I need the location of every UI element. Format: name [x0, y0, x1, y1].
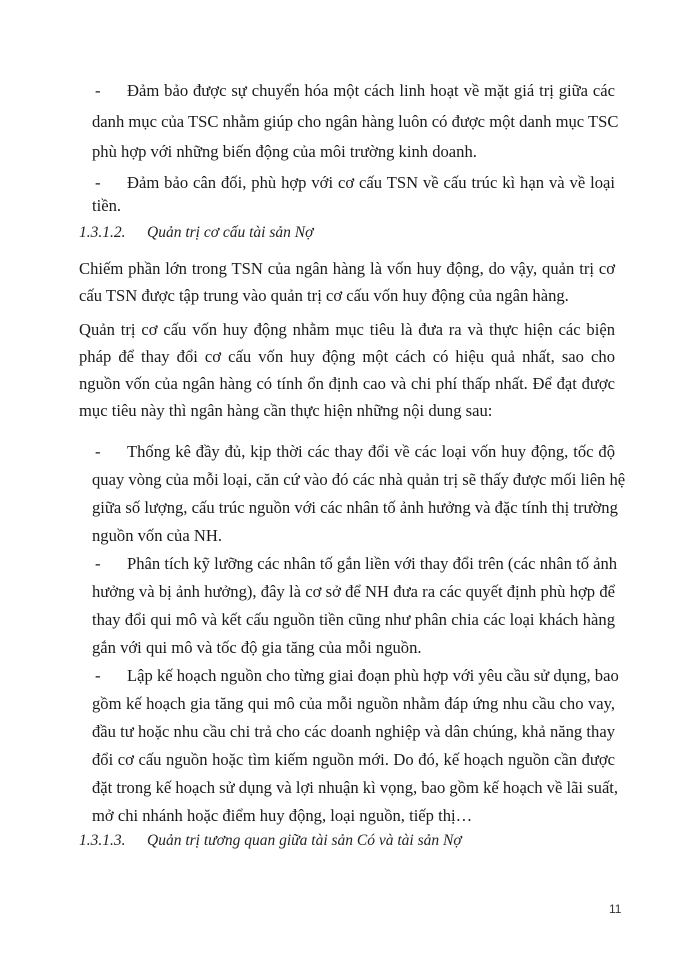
text-line: quay vòng của mỗi loại, căn cứ vào đó các nhà quản trị sẽ thấy được mối liên hệ — [92, 470, 626, 489]
text-line: danh mục của TSC nhằm giúp cho ngân hàng luôn có được một danh mục TSC — [92, 112, 619, 131]
bullet-marker: - — [95, 173, 101, 192]
text-line: nguồn vốn của ngân hàng có tính ổn định cao và chi phí thấp nhất. Để đạt được — [79, 374, 615, 393]
section-number: 1.3.1.3. — [79, 832, 126, 849]
text-line: đổi cơ cấu nguồn hoặc tìm kiếm nguồn mới. Do đó, kế hoạch nguồn cần được — [92, 750, 615, 769]
text-line: gồm kế hoạch gia tăng qui mô của mỗi nguồn nhằm đáp ứng nhu cầu cho vay, — [92, 694, 615, 713]
text-line: mở chi nhánh hoặc điểm huy động, loại nguồn, tiếp thị… — [92, 806, 473, 825]
section-title: Quản trị tương quan giữa tài sản Có và tài sản Nợ — [147, 832, 462, 849]
text-line: hưởng và bị ảnh hưởng), đây là cơ sở để NH đưa ra các quyết định phù hợp để — [92, 582, 615, 601]
text-line: giữa số lượng, cấu trúc nguồn với các nhân tố ảnh hưởng và đặc tính thị trường — [92, 498, 618, 517]
bullet-marker: - — [95, 666, 101, 685]
page-number: 11 — [609, 902, 622, 916]
text-line: cấu TSN được tập trung vào quản trị cơ cấu vốn huy động của ngân hàng. — [79, 286, 569, 305]
section-heading — [79, 830, 462, 852]
section-title: Quản trị cơ cấu tài sản Nợ — [147, 224, 314, 241]
text-line: Quản trị cơ cấu vốn huy động nhằm mục tiêu là đưa ra và thực hiện các biện — [79, 320, 615, 339]
text-line: nguồn vốn của NH. — [92, 526, 222, 545]
bullet-marker: - — [95, 81, 101, 100]
text-line: Thống kê đầy đủ, kịp thời các thay đổi về các loại vốn huy động, tốc độ — [127, 442, 615, 461]
section-heading — [79, 222, 313, 244]
text-line: pháp để thay đổi cơ cấu vốn huy động một cách có hiệu quả nhất, sao cho — [79, 347, 615, 366]
text-line: thay đổi qui mô và kết cấu nguồn tiền cũng như phân chia các loại khách hàng — [92, 610, 615, 629]
text-line: Đảm bảo được sự chuyển hóa một cách linh hoạt về mặt giá trị giữa các — [127, 81, 615, 100]
text-line: tiền. — [92, 196, 122, 215]
text-line: Phân tích kỹ lưỡng các nhân tố gắn liền với thay đổi trên (các nhân tố ảnh — [127, 554, 618, 573]
text-line: phù hợp với những biến động của môi trường kinh doanh. — [92, 142, 477, 161]
section-number: 1.3.1.2. — [79, 224, 126, 241]
text-line: gắn với qui mô và tốc độ gia tăng của mỗi nguồn. — [92, 638, 422, 657]
text-line: Lập kế hoạch nguồn cho từng giai đoạn phù hợp với yêu cầu sử dụng, bao — [127, 666, 619, 685]
bullet-marker: - — [95, 442, 101, 461]
text-line: Đảm bảo cân đối, phù hợp với cơ cấu TSN về cấu trúc kì hạn và về loại — [127, 173, 615, 192]
text-line: mục tiêu này thì ngân hàng cần thực hiện những nội dung sau: — [79, 401, 493, 420]
text-line: đầu tư hoặc nhu cầu chi trả cho các doanh nghiệp và dân chúng, khả năng thay — [92, 722, 615, 741]
text-line: đặt trong kế hoạch sử dụng và lợi nhuận kì vọng, bao gồm kế hoạch về lãi suất, — [92, 778, 619, 797]
bullet-marker: - — [95, 554, 101, 573]
text-line: Chiếm phần lớn trong TSN của ngân hàng là vốn huy động, do vậy, quản trị cơ — [79, 259, 615, 278]
